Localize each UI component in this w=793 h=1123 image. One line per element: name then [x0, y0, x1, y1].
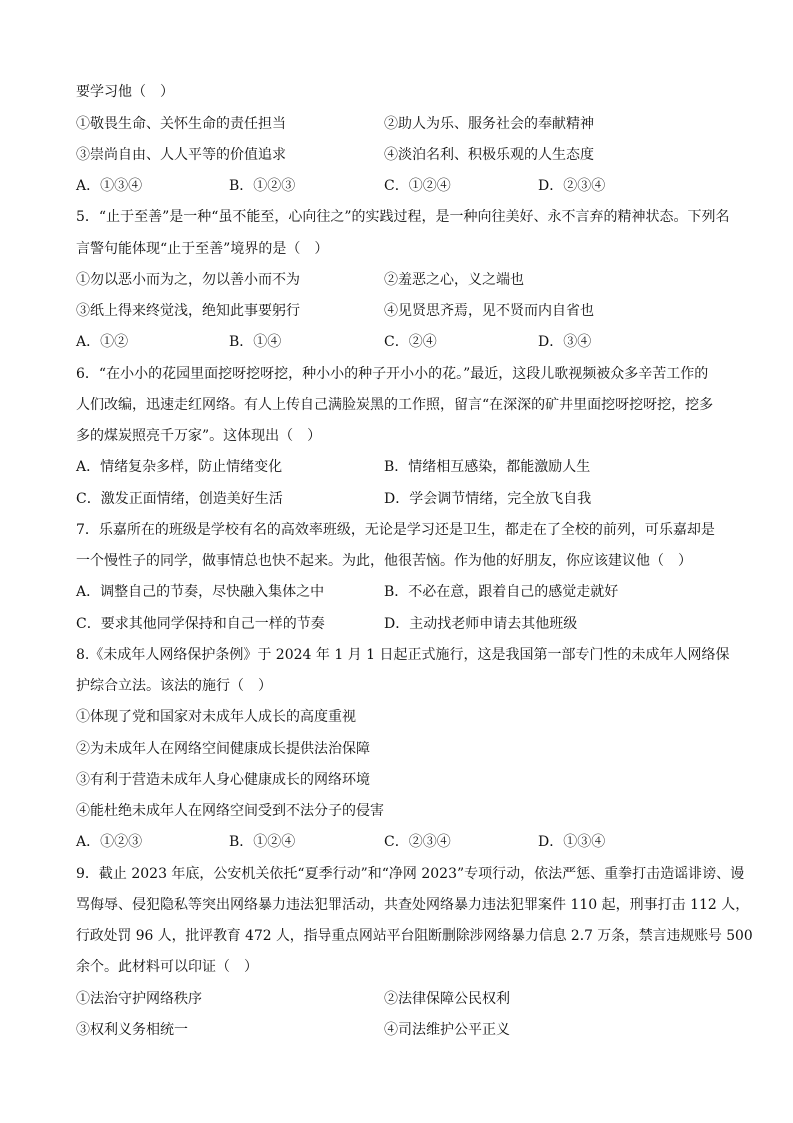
q6-choice-d: D．学会调节情绪，完全放飞自我	[384, 491, 592, 507]
q8-stem-line-1: 8.《未成年人网络保护条例》于 2024 年 1 月 1 日起正式施行，这是我国第一部专门性的未成年人网络保	[76, 647, 730, 663]
q8-choice-c: C．②③④	[384, 834, 451, 850]
q9-stem-line-1: 9．截止 2023 年底，公安机关依托“夏季行动”和“净网 2023”专项行动，依法严惩、重拳打击造谣诽谤、谩	[76, 866, 745, 882]
q5-choice-b: B．①④	[229, 334, 282, 350]
q4-choice-c: C．①②④	[384, 178, 451, 194]
q7-choice-d: D．主动找老师申请去其他班级	[384, 616, 578, 632]
q9-statement-2: ②法律保障公民权利	[384, 991, 510, 1007]
q8-statement-2: ②为未成年人在网络空间健康成长提供法治保障	[76, 741, 370, 757]
q5-stem-line-2: 言警句能体现“止于至善”境界的是（ ）	[76, 241, 329, 257]
q5-statement-1: ①勿以恶小而为之，勿以善小而不为	[76, 272, 300, 288]
q4-statement-2: ②助人为乐、服务社会的奉献精神	[384, 116, 594, 132]
q8-choice-d: D．①③④	[538, 834, 606, 850]
q7-choice-c: C．要求其他同学保持和自己一样的节奏	[76, 616, 325, 632]
q4-statement-4: ④淡泊名利、积极乐观的人生态度	[384, 147, 594, 163]
q4-statement-1: ①敬畏生命、关怀生命的责任担当	[76, 116, 286, 132]
q5-statement-2: ②羞恶之心，义之端也	[384, 272, 524, 288]
q6-choice-b: B．情绪相互感染，都能激励人生	[384, 459, 591, 475]
q9-stem-line-2: 骂侮辱、侵犯隐私等突出网络暴力违法犯罪活动，共查处网络暴力违法犯罪案件 110 起，刑事打击 112 人，	[76, 897, 750, 913]
q8-choice-b: B．①②④	[229, 834, 296, 850]
q5-statement-3: ③纸上得来终觉浅，绝知此事要躬行	[76, 303, 300, 319]
q5-choice-c: C．②④	[384, 334, 437, 350]
q9-statement-4: ④司法维护公平正义	[384, 1022, 510, 1038]
q6-stem-line-2: 人们改编，迅速走红网络。有人上传自己满脸炭黑的工作照，留言“在深深的矿井里面挖呀挖呀挖，挖多	[76, 397, 714, 413]
q4-choice-b: B．①②③	[229, 178, 296, 194]
q5-choice-d: D．③④	[538, 334, 592, 350]
q6-choice-c: C．激发正面情绪，创造美好生活	[76, 491, 283, 507]
q9-statement-3: ③权利义务相统一	[76, 1022, 188, 1038]
q6-stem-line-1: 6．“在小小的花园里面挖呀挖呀挖，种小小的种子开小小的花。”最近，这段儿歌视频被众多辛苦工作的	[76, 366, 709, 382]
q5-statement-4: ④见贤思齐焉，见不贤而内自省也	[384, 303, 594, 319]
q7-choice-a: A．调整自己的节奏，尽快融入集体之中	[76, 584, 325, 600]
q8-statement-3: ③有利于营造未成年人身心健康成长的网络环境	[76, 772, 370, 788]
q8-stem-line-2: 护综合立法。该法的施行（ ）	[76, 678, 272, 694]
q7-choice-b: B．不必在意，跟着自己的感觉走就好	[384, 584, 619, 600]
q7-stem-line-2: 一个慢性子的同学，做事情总也快不起来。为此，他很苦恼。作为他的好朋友，你应该建议他（ ）	[76, 553, 692, 569]
q6-stem-line-3: 多的煤炭照亮千万家”。这体现出（ ）	[76, 428, 322, 444]
q8-choice-a: A．①②③	[76, 834, 143, 850]
q4-choice-d: D．②③④	[538, 178, 606, 194]
q5-stem-line-1: 5．“止于至善”是一种“虽不能至，心向往之”的实践过程，是一种向往美好、永不言弃的精神状态。下列名	[76, 209, 730, 225]
q9-stem-line-4: 余个。此材料可以印证（ ）	[76, 959, 258, 975]
q8-statement-1: ①体现了党和国家对未成年人成长的高度重视	[76, 709, 356, 725]
q6-choice-a: A．情绪复杂多样，防止情绪变化	[76, 459, 283, 475]
q4-choice-a: A．①③④	[76, 178, 143, 194]
q4-statement-3: ③崇尚自由、人人平等的价值追求	[76, 147, 286, 163]
q8-statement-4: ④能杜绝未成年人在网络空间受到不法分子的侵害	[76, 803, 384, 819]
q5-choice-a: A．①②	[76, 334, 129, 350]
q9-stem-line-3: 行政处罚 96 人，批评教育 472 人，指导重点网站平台阻断删除涉网络暴力信息 2.7 万条，禁言违规账号 500	[76, 928, 753, 944]
q4-stem-end: 要学习他（ ）	[76, 84, 174, 100]
q9-statement-1: ①法治守护网络秩序	[76, 991, 202, 1007]
q7-stem-line-1: 7．乐嘉所在的班级是学校有名的高效率班级，无论是学习还是卫生，都走在了全校的前列，可乐嘉却是	[76, 522, 715, 538]
